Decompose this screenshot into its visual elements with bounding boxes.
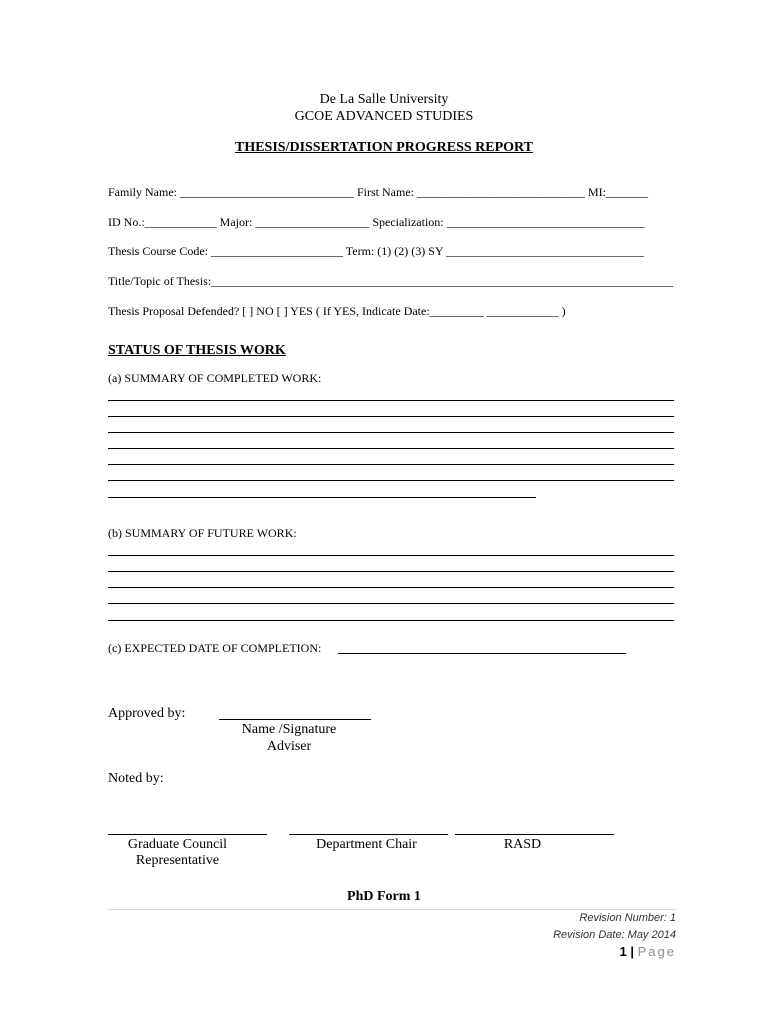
answer-line[interactable]	[108, 480, 674, 481]
proposal-field-line[interactable]: Thesis Proposal Defended? [ ] NO [ ] YES ( If YES, Indicate Date:_________ ____________ )	[108, 304, 566, 318]
page-word: Page	[637, 944, 676, 959]
signature-line-chair[interactable]	[289, 834, 448, 835]
answer-line[interactable]	[108, 587, 674, 588]
page-separator: |	[630, 944, 634, 959]
answer-line[interactable]	[108, 432, 674, 433]
answer-line[interactable]	[108, 571, 674, 572]
signature-line-rasd[interactable]	[455, 834, 614, 835]
approved-by-label: Approved by:	[108, 706, 186, 721]
status-heading: STATUS OF THESIS WORK	[108, 343, 286, 358]
signature-line-gc[interactable]	[108, 834, 267, 835]
answer-line[interactable]	[108, 497, 536, 498]
revision-number: Revision Number: 1	[579, 912, 676, 924]
completion-date-label: (c) EXPECTED DATE OF COMPLETION:	[108, 641, 322, 655]
id-field-line[interactable]: ID No.:____________ Major: ___________________ Specialization: _________________________________	[108, 215, 645, 229]
completion-date-line[interactable]	[338, 653, 626, 654]
signatory-rasd: RASD	[503, 837, 542, 852]
answer-line[interactable]	[108, 400, 674, 401]
course-field-line[interactable]: Thesis Course Code: ______________________ Term: (1) (2) (3) SY _________________________________	[108, 244, 645, 258]
department-name: GCOE ADVANCED STUDIES	[294, 109, 474, 124]
revision-date: Revision Date: May 2014	[553, 929, 676, 941]
name-field-line[interactable]: Family Name: _____________________________ First Name: ____________________________ MI:_______	[108, 185, 648, 199]
form-code: PhD Form 1	[347, 889, 421, 904]
answer-line[interactable]	[108, 603, 674, 604]
page-number-block	[620, 944, 677, 959]
signatory-gc-line2: Representative	[135, 853, 220, 868]
university-name: De La Salle University	[319, 92, 449, 107]
name-signature-label: Name /Signature	[241, 722, 337, 737]
form-title: THESIS/DISSERTATION PROGRESS REPORT	[234, 140, 534, 155]
footer-divider	[108, 909, 676, 910]
answer-line[interactable]	[108, 416, 674, 417]
page-number: 1	[619, 944, 627, 959]
answer-line[interactable]	[108, 464, 674, 465]
noted-by-label: Noted by:	[108, 771, 164, 786]
adviser-label: Adviser	[266, 739, 312, 754]
adviser-signature-line[interactable]	[219, 719, 371, 720]
completed-work-label: (a) SUMMARY OF COMPLETED WORK:	[108, 371, 322, 385]
answer-line[interactable]	[108, 620, 674, 621]
answer-line[interactable]	[108, 555, 674, 556]
answer-line[interactable]	[108, 448, 674, 449]
signatory-chair: Department Chair	[316, 837, 417, 852]
title-field-line[interactable]: Title/Topic of Thesis:_____________________________________________________________________________	[108, 274, 674, 288]
future-work-label: (b) SUMMARY OF FUTURE WORK:	[108, 526, 297, 540]
signatory-gc-line1: Graduate Council	[127, 837, 228, 852]
